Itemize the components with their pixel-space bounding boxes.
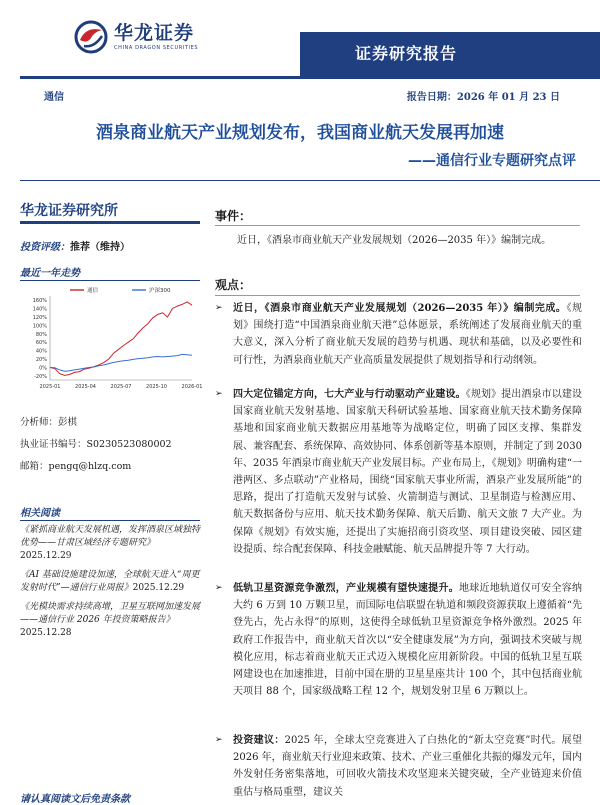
bullet-triangle-icon: ➢ bbox=[215, 735, 223, 745]
analyst-email: 邮箱：pengq@hlzq.com bbox=[20, 461, 132, 472]
disclaimer-note: 请认真阅读文后免责条款 bbox=[20, 794, 130, 805]
series-line bbox=[50, 354, 192, 371]
point-lead: 低轨卫星资源竞争激烈，产业规模有望快速提升。 bbox=[233, 583, 459, 594]
trend-title: 最近一年走势 bbox=[20, 268, 80, 279]
point-body: 2025 年，全球太空竞赛进入了白热化的“新太空竞赛”时代。展望 2026 年，商业航天行业迎来政策、技术、产业三重催化共振的爆发元年，国内外发射任务密集落地，可回收火箭技术攻坚迎来关键突破，全产业链迎来价值重估与格局重塑，建议关 bbox=[233, 735, 583, 798]
y-tick-label: 100% bbox=[32, 323, 47, 330]
related-item[interactable] bbox=[20, 601, 202, 640]
related-item[interactable] bbox=[20, 524, 202, 563]
point-item bbox=[215, 732, 582, 801]
point-body: 地球近地轨道仅可安全容纳大约 6 万到 10 万颗卫星，而国际电信联盟在轨道和频段资源获取上遵循着“先登先占，先占永得”的原则，这使得全球低轨卫星资源竞争格外激烈。2025 年政府工作报告中，商业航天首次以“安全健康发展”为方向，强调技术突破与规模化应用，标志着商业航天正式迈入规模化应用新阶段。中国的低轨卫星互联网建设也在加速推进，目前中国在册的卫星星座共计 100 个，其中包括商业航天项目 88 个，国家级战略工程 12 个，规划发射卫星 6 万颗以上。 bbox=[233, 583, 582, 698]
y-tick-label: 80% bbox=[35, 331, 47, 338]
point-item bbox=[215, 580, 582, 700]
point-body: 《规划》提出酒泉市以建设国家商业航天发射基地、国家航天科研试验基地、国家商业航天技术勤务保障基地和国家商业航天数据应用基地等为战略定位，明确了园区支撑、集群发展、兼容配套、系统保障、高效协同、体系创新等基本原则，并制定了到 2030 年、2035 年酒泉市商业航天产业发展目标。产业布局上，《规划》明确构建“一港两区、多点联动”产业格局，围绕“国家航天事业所需，酒泉产业发展所能”的思路，提出了打造航天发射与试验、火箭制造与测试、卫星制造与检测应用、航天数据备份与应用、航天技术勤务保障、航天后勤、航天文旅 7 大产业。为保障《规划》有效实施，还提出了实施招商引资攻坚、项目建设突破、园区建设提质、综合配套保障、科技金融赋能、航天品牌提升等 7 大行动。 bbox=[233, 389, 583, 555]
event-text: 近日，《酒泉市商业航天产业发展规划（2026—2035 年）》编制完成。 bbox=[237, 235, 552, 246]
point-lead: 近日，《酒泉市商业航天产业发展规划（2026—2035 年）》编制完成。 bbox=[233, 303, 567, 314]
series-line bbox=[50, 302, 192, 376]
rating-value: 推荐（维持） bbox=[70, 242, 130, 253]
related-item-title[interactable]: 《光模块需求持续高增，卫星互联网加速发展——通信行业 2026 年投资策略报告》 bbox=[20, 602, 201, 625]
report-subtitle: ——通信行业专题研究点评 bbox=[408, 153, 576, 169]
x-tick-label: 2025-07 bbox=[110, 384, 132, 390]
related-item-date: 2025.12.29 bbox=[132, 583, 185, 593]
report-type-banner: 证券研究报告 bbox=[300, 32, 600, 76]
dragon-logo-icon bbox=[74, 20, 108, 54]
bullet-triangle-icon: ➢ bbox=[215, 389, 223, 399]
related-reading-title: 相关阅读 bbox=[20, 508, 60, 519]
x-tick-label: 2025-10 bbox=[146, 384, 167, 390]
institute-name: 华龙证券研究所 bbox=[20, 200, 200, 224]
y-tick-label: -20% bbox=[34, 373, 47, 380]
company-logo bbox=[74, 20, 198, 54]
related-item-title[interactable]: 《紧抓商业航天发展机遇，发挥酒泉区域独特优势——甘肃区域经济专题研究》 bbox=[20, 525, 201, 548]
point-body: 《规划》围绕打造“中国酒泉商业航天港”总体愿景，系统阐述了发展商业航天的重大意义，深入分析了商业航天发展的趋势与机遇、现状和基础，以及必要性和可行性，为酒泉商业航天产业高质量发展提供了规划指导和行动纲领。 bbox=[233, 303, 582, 366]
related-item-title[interactable]: 《AI 基础设施建设加速，全球航天进入“周更发射时代”—通信行业周报》 bbox=[20, 570, 200, 593]
rating-label: 投资评级： bbox=[20, 242, 70, 253]
bullet-triangle-icon: ➢ bbox=[215, 583, 223, 593]
event-heading: 事件： bbox=[215, 209, 252, 223]
legend-label: 通信 bbox=[87, 288, 99, 294]
related-item[interactable] bbox=[20, 569, 202, 595]
event-divider bbox=[215, 225, 580, 226]
trend-divider bbox=[20, 280, 200, 281]
y-tick-label: 60% bbox=[35, 340, 47, 347]
points-divider bbox=[215, 295, 580, 296]
related-item-date: 2025.12.29 bbox=[20, 551, 72, 561]
x-tick-label: 2026-01 bbox=[181, 384, 203, 390]
brand-name: 华龙证券 bbox=[114, 22, 195, 44]
y-tick-label: 40% bbox=[35, 348, 47, 355]
x-tick-label: 2025-04 bbox=[75, 384, 96, 390]
point-item bbox=[215, 300, 582, 369]
license-number: 执业证书编号：S0230523080002 bbox=[20, 439, 172, 450]
analyst-name: 分析师：彭棋 bbox=[20, 417, 78, 428]
related-divider bbox=[20, 520, 200, 521]
point-item bbox=[215, 386, 582, 558]
header-divider bbox=[20, 76, 600, 79]
bullet-triangle-icon: ➢ bbox=[215, 303, 223, 313]
brand-name-en: CHINA DRAGON SECURITIES bbox=[114, 45, 199, 51]
y-tick-label: 160% bbox=[32, 298, 47, 305]
related-item-date: 2025.12.28 bbox=[20, 628, 72, 638]
y-tick-label: 0% bbox=[39, 365, 47, 372]
industry-label: 通信 bbox=[44, 92, 64, 103]
y-tick-label: 20% bbox=[35, 357, 47, 363]
point-lead: 投资建议： bbox=[233, 735, 285, 746]
x-tick-label: 2025-01 bbox=[39, 384, 61, 390]
trend-chart bbox=[20, 282, 203, 394]
legend-label: 沪深300 bbox=[149, 288, 171, 294]
y-tick-label: 140% bbox=[32, 306, 47, 313]
title-divider bbox=[20, 180, 600, 181]
y-tick-label: 120% bbox=[32, 315, 47, 321]
related-reading-list bbox=[20, 524, 202, 646]
report-title: 酒泉商业航天产业规划发布，我国商业航天发展再加速 bbox=[96, 123, 504, 143]
point-lead: 四大定位锚定方向，七大产业与行动驱动产业建设。 bbox=[233, 389, 466, 400]
points-heading: 观点： bbox=[215, 278, 252, 292]
investment-rating bbox=[20, 238, 130, 253]
report-date: 报告日期：2026 年 01 月 23 日 bbox=[406, 92, 560, 103]
